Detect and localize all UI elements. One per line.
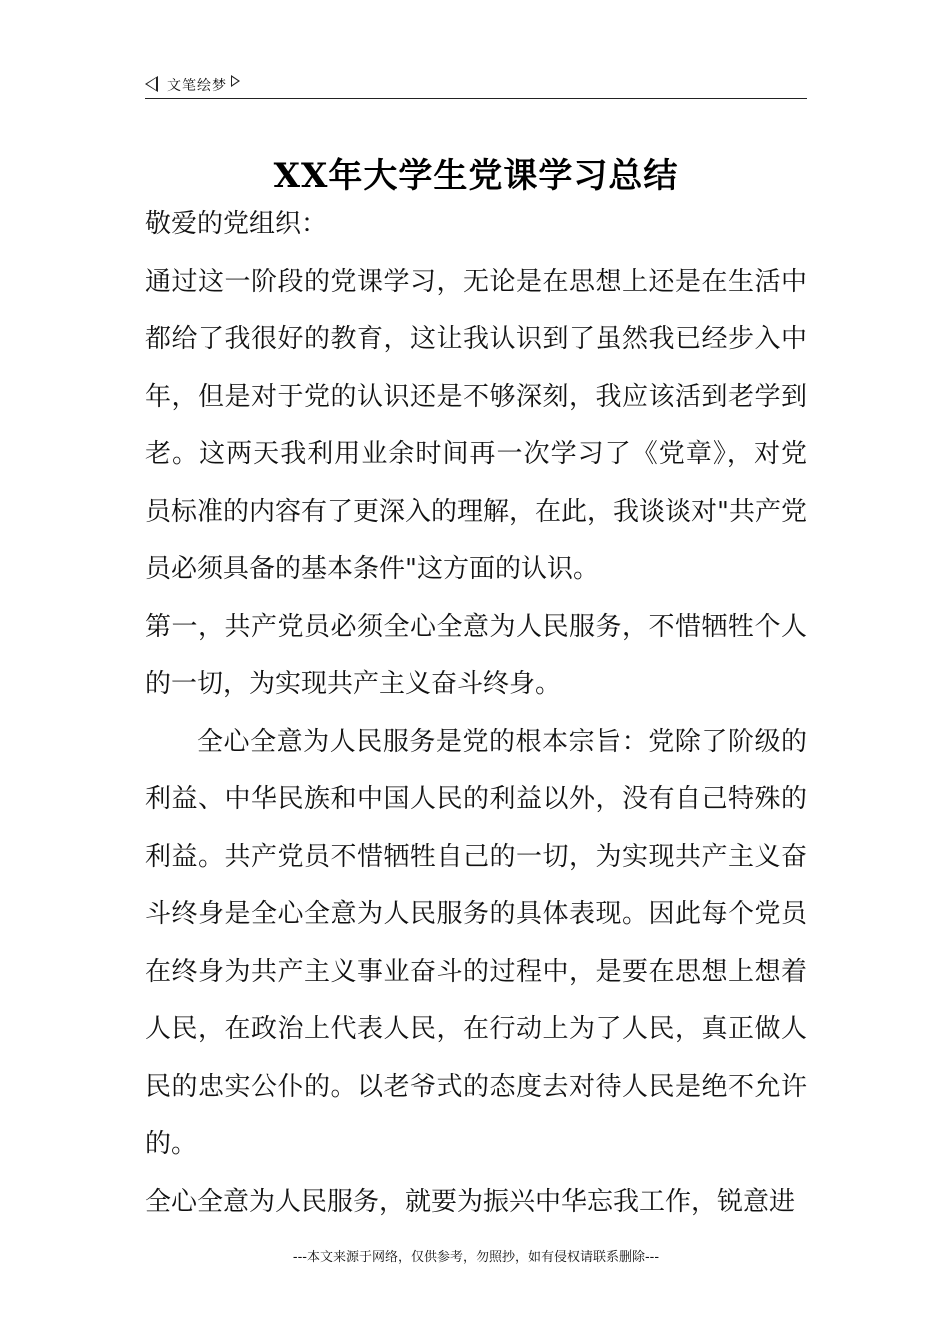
paragraph-purpose: 全心全意为人民服务是党的根本宗旨：党除了阶级的利益、中华民族和中国人民的利益以外，没有自己特殊的利益。共产党员不惜牺牲自己的一切，为实现共产主义奋斗终身是全心全意为人民服务的具体表现。因此每个党员在终身为共产主义事业奋斗的过程中，是要在思想上想着人民，在政治上代表人民，在行动上为了人民，真正做人民的忠实公仆的。以老爷式的态度去对待人民是绝不允许的。 [145,726,807,1159]
footer-notice: ---本文来源于网络，仅供参考，勿照抄，如有侵权请联系删除--- [292,1250,660,1265]
document-title: XX年大学生党课学习总结 [273,155,679,196]
header-brand: 文笔绘梦 [167,78,227,94]
salutation: 敬爱的党组织： [145,209,328,239]
paragraph-continued: 全心全意为人民服务，就要为振兴中华忘我工作，锐意进 [145,1186,796,1217]
paragraph-intro: 通过这一阶段的党课学习，无论是在思想上还是在生活中都给了我很好的教育，这让我认识到了虽然我已经步入中年，但是对于党的认识还是不够深刻，我应该活到老学到老。这两天我利用业余时间再一次学习了《党章》，对党员标准的内容有了更深入的理解，在此，我谈谈对"共产党员必须具备的基本条件"这方面的认识。 [145,266,807,584]
triangle-right-icon [231,75,240,87]
triangle-left-icon [145,76,158,92]
paragraph-point-one: 第一，共产党员必须全心全意为人民服务，不惜牺牲个人的一切，为实现共产主义奋斗终身。 [145,611,807,699]
page-header [145,72,807,99]
document-body [145,196,807,1231]
